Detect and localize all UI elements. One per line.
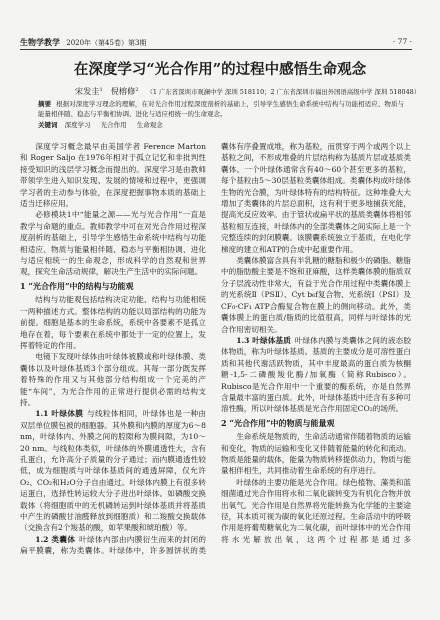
affiliation-mark: 1 bbox=[99, 87, 103, 93]
keyword: 光合作用 bbox=[100, 121, 127, 129]
left-column bbox=[20, 141, 206, 611]
author-2 bbox=[111, 88, 139, 96]
body-paragraph: 深度学习概念最早由美国学者 Ference Marton 和 Roger Saljo 在1976年相对于孤立记忆和非批判性接受知识的浅层学习概念而提出的。深度学习是由教师带领学生进入知识发现、发展的情境和过程中，更强调学习者的主动参与体验，在深度把握事物本质的基础上适当迁移应用。 bbox=[20, 142, 206, 209]
right-column bbox=[221, 141, 411, 611]
issue-info: 2020年（第45卷）第3期 bbox=[66, 39, 147, 47]
section-heading: 2 “光合作用”中的物质与能量观 bbox=[221, 417, 335, 428]
author-name: 倪榕修 bbox=[110, 86, 136, 96]
keyword: 深度学习 bbox=[64, 121, 91, 129]
body-paragraph: 必修模块1中“能量之源——光与光合作用”一直是教学与命题的重点。教师教学中可在对光合作用过程深度剖析的基础上，引导学生感悟生命系统中结构与功能相适应、物质与能量相伴随、稳态与平衡相协调、进化与适应相统一的生命观念，形成科学的自然观和世界观，探究生命活动规律，解决生产生活中的实际问题。 bbox=[20, 210, 206, 277]
subsection-heading: 1.2 类囊体 bbox=[35, 534, 76, 544]
author-name: 宋发圭 bbox=[74, 86, 100, 96]
page-number: · 77 · bbox=[392, 37, 412, 46]
affiliation-mark: 2 bbox=[135, 87, 139, 93]
subsection-paragraph bbox=[20, 534, 206, 557]
body-paragraph: 叶绿体的主要功能是光合作用。绿色植物、藻类和蓝细菌通过光合作用将水和二氧化碳转变为有机化合物并放出氧气。光合作用是自然界将光能转换为化学能的主要途径，其本质可视为碳的氧化还原过程。生命活动中的呼吸作用是将葡萄糖氧化为二氧化碳，而叶绿体中的光合作用将水光解放出氧，这两个过程都是通过多 bbox=[221, 477, 411, 544]
keyword: 生命观念 bbox=[136, 121, 163, 129]
abstract-label: 摘要 bbox=[38, 100, 52, 108]
subsection-heading: 1.1 叶绿体膜 bbox=[35, 409, 84, 419]
article-title: 在深度学习“光合作用”的过程中感悟生命观念 bbox=[73, 61, 367, 78]
body-paragraph: 结构与功能观包括结构决定功能、结构与功能相统一两种描述方式。整体结构的功能以局部结构的功能为前提。细胞是基本的生命系统，系统中各要素不是孤立地存在着，每个要素在系统中都处于一定的位置上，发挥着特定的作用。 bbox=[20, 295, 206, 350]
running-header bbox=[20, 36, 412, 50]
body-paragraph: 类囊体膜富含具有半乳糖的糖脂和极少的磷脂。糖脂中的脂肪酸主要是不饱和亚麻酸，这样类囊体膜的脂质双分子层流动性非常大，有益于光合作用过程中类囊体膜上的光系统Ⅱ（PSⅡ）、Cyt b₆f复合物、光系统Ⅰ（PSⅠ）及CF₀-CF₁ ATP合酶复合物在膜上的侧向移动。此外，类囊体膜上的蛋白质/脂质的比值很高，同样与叶绿体的光合作用密切相关。 bbox=[221, 256, 411, 334]
body-paragraph: 囊体有序叠置成堆，称为基粒，而贯穿于两个或两个以上基粒之间，不形成堆叠的片层结构称为基质片层或基质类囊体。一个叶绿体通常含有40～60个甚至更多的基粒，每个基粒由5～30层基粒类囊体组成。类囊体构成叶绿体生物的光合膜，为叶绿体特有的结构特征。这种堆叠大大增加了类囊体的片层总面积，这有利于更多地捕获光能，提高光反应效率。由于管状或扁平状的基质类囊体将相邻基粒相互连接，叶绿体内的全部类囊体之间实际上是一个完整连续的封闭膜囊。该膜囊系统独立于基质，在电化学梯度的建立和ATP的合成中起重要作用。 bbox=[221, 142, 411, 254]
journal-name: 生物学教学 bbox=[20, 37, 60, 47]
author-1 bbox=[75, 88, 103, 96]
body-paragraph: 电镜下发现叶绿体由叶绿体被膜或称叶绿体膜、类囊体以及叶绿体基质3个部分组成。其每一部分既发挥着特殊的作用又与其他部分结构组成一个完美的产能“车间”，为光合作用的正常进行提供必需的结构支持。 bbox=[20, 352, 206, 407]
subsection-paragraph bbox=[20, 408, 206, 533]
affiliation: （1 广东省深圳市观澜中学 深圳 518110；2 广东省深圳市福田外国语高级中学 深圳 518048） bbox=[146, 88, 421, 96]
subsection-text: 叶绿体内膜与类囊体之间的液态胶体物质，称为叶绿体基质。基质的主要成分是可溶性蛋白质和其他代谢活跃物质，其中丰度最高的蛋白质为核酮糖-1,5-二磷酸羧化酶/加氧酶（简称Rubisco）。Rubisco是光合作用中一个重要的酶系统，亦是自然界含量最丰富的蛋白质。此外，叶绿体基质中还含有多种可溶性酶，所以叶绿体基质是光合作用固定CO₂的场所。 bbox=[221, 335, 411, 414]
subsection-text: 叶绿体内部由内膜衍生而来的封闭的扁平膜囊，称为类囊体。叶绿体中，许多圆饼状的类 bbox=[20, 534, 206, 556]
subsection-heading: 1.3 叶绿体基质 bbox=[236, 335, 291, 345]
section-heading: 1 “光合作用”中的结构与功能观 bbox=[20, 280, 134, 291]
body-paragraph: 生命系统是物质的，生命活动通常伴随着物质的运输和变化，物质的运输和变化又伴随着能量的转化和流动。物质是能量的载体，能量为物质转移提供动力，物质与能量相伴相生，共同推动着生命系统的有序进行。 bbox=[221, 432, 411, 476]
keywords bbox=[38, 121, 404, 131]
keywords-label: 关键词 bbox=[38, 121, 58, 129]
abstract-text: 根据对深度学习理念的理解，在对光合作用过程深度剖析的基础上，引导学生感悟生命系统中结构与功能相适应、物质与能量相伴随、稳态与平衡相协调、进化与适应相统一的生命观念。 bbox=[38, 100, 405, 118]
abstract bbox=[38, 100, 404, 119]
subsection-paragraph bbox=[221, 335, 411, 415]
subsection-text: 与线粒体相同，叶绿体也是一种由双层单位膜包被的细胞器。其外膜和内膜的厚度为6～8 nm，叶绿体内、外膜之间的腔隙称为膜间隙，为10～20 nm。与线粒体类似，叶绿体的外膜通透性大，含有孔蛋白，允许高分子质量的分子通过；而内膜通透性较低，成为细胞质与叶绿体基质间的通透屏障，仅允许O₂、CO₂和H₂O分子自由通过。叶绿体内膜上有很多转运蛋白，选择性转运较大分子进出叶绿体。如磷酸交换载体（将细胞质中的无机磷转运到叶绿体基质并将基质中产生的磷酸甘油醛释放到细胞质）和二羧酸交换载体（交换含有2个羧基的酸，如苹果酸和琥珀酸）等。 bbox=[20, 409, 206, 533]
author-line bbox=[60, 86, 435, 97]
